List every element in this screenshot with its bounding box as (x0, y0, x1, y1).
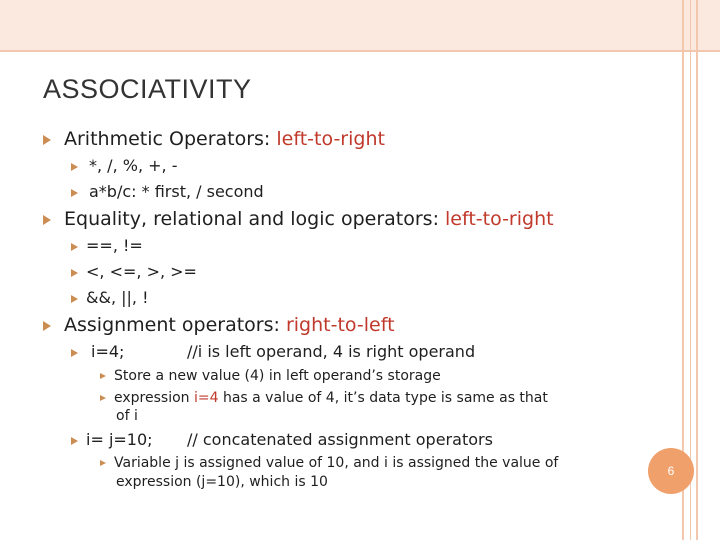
sub-sub-bullet-storage (100, 368, 441, 384)
bullet-assignment (43, 314, 395, 336)
bullet-icon (71, 295, 78, 303)
slide-title: ASSOCIATIVITY (43, 74, 252, 104)
bullet-label: Equality, relational and logic operators: (64, 208, 446, 230)
sub-bullet-assign2 (71, 430, 153, 449)
text-continuation: expression (j=10), which is 10 (116, 474, 328, 490)
sub-sub-bullet-text: Store a new value (4) in left operand’s storage (114, 368, 441, 384)
bullet-icon (71, 163, 78, 171)
sub-sub-bullet-expression (100, 390, 548, 406)
bullet-icon (71, 349, 78, 357)
bullet-icon (71, 189, 78, 197)
bullet-icon (71, 243, 78, 251)
bullet-icon (71, 269, 78, 277)
sub-bullet-rel-ops (71, 262, 197, 281)
page-number-badge: 6 (648, 448, 694, 494)
sub-bullet-eq-ops (71, 236, 143, 255)
code-comment: // concatenated assignment operators (187, 430, 493, 449)
bullet-icon (100, 395, 106, 401)
bullet-value: right-to-left (285, 314, 395, 336)
code-comment: //i is left operand, 4 is right operand (187, 342, 476, 361)
decor-line (696, 0, 698, 540)
header-band (0, 0, 720, 50)
bullet-label: Arithmetic Operators: (64, 128, 277, 150)
code-text: i=4; (91, 342, 125, 361)
sub-sub-bullet-text: Variable j is assigned value of 10, and i is assigned the value of (114, 455, 559, 471)
sub-bullet-arith-example (71, 182, 264, 201)
text-pre: expression (114, 390, 194, 406)
sub-bullet-text: *, /, %, +, - (89, 156, 178, 175)
sub-sub-bullet-variable (100, 455, 558, 471)
header-divider (0, 50, 720, 52)
sub-bullet-text: <, <=, >, >= (86, 262, 197, 281)
bullet-icon (43, 321, 51, 331)
bullet-icon (43, 135, 51, 145)
sub-bullet-logic-ops (71, 288, 149, 307)
sub-bullet-arith-ops (71, 156, 177, 175)
bullet-value: left-to-right (445, 208, 554, 230)
bullet-label: Assignment operators: (64, 314, 286, 336)
sub-bullet-text: &&, ||, ! (86, 288, 149, 307)
code-text: i= j=10; (86, 430, 153, 449)
text-post: has a value of 4, it’s data type is same as that (218, 390, 548, 406)
bullet-icon (43, 215, 51, 225)
sub-bullet-text: ==, != (86, 236, 143, 255)
bullet-icon (100, 460, 106, 466)
bullet-icon (100, 373, 106, 379)
sub-bullet-assign1 (71, 342, 124, 361)
bullet-arithmetic (43, 128, 385, 150)
bullet-value: left-to-right (276, 128, 385, 150)
text-code: i=4 (193, 390, 219, 406)
bullet-equality (43, 208, 554, 230)
text-continuation: of i (116, 408, 138, 424)
sub-bullet-text: a*b/c: * first, / second (89, 182, 264, 201)
bullet-icon (71, 437, 78, 445)
